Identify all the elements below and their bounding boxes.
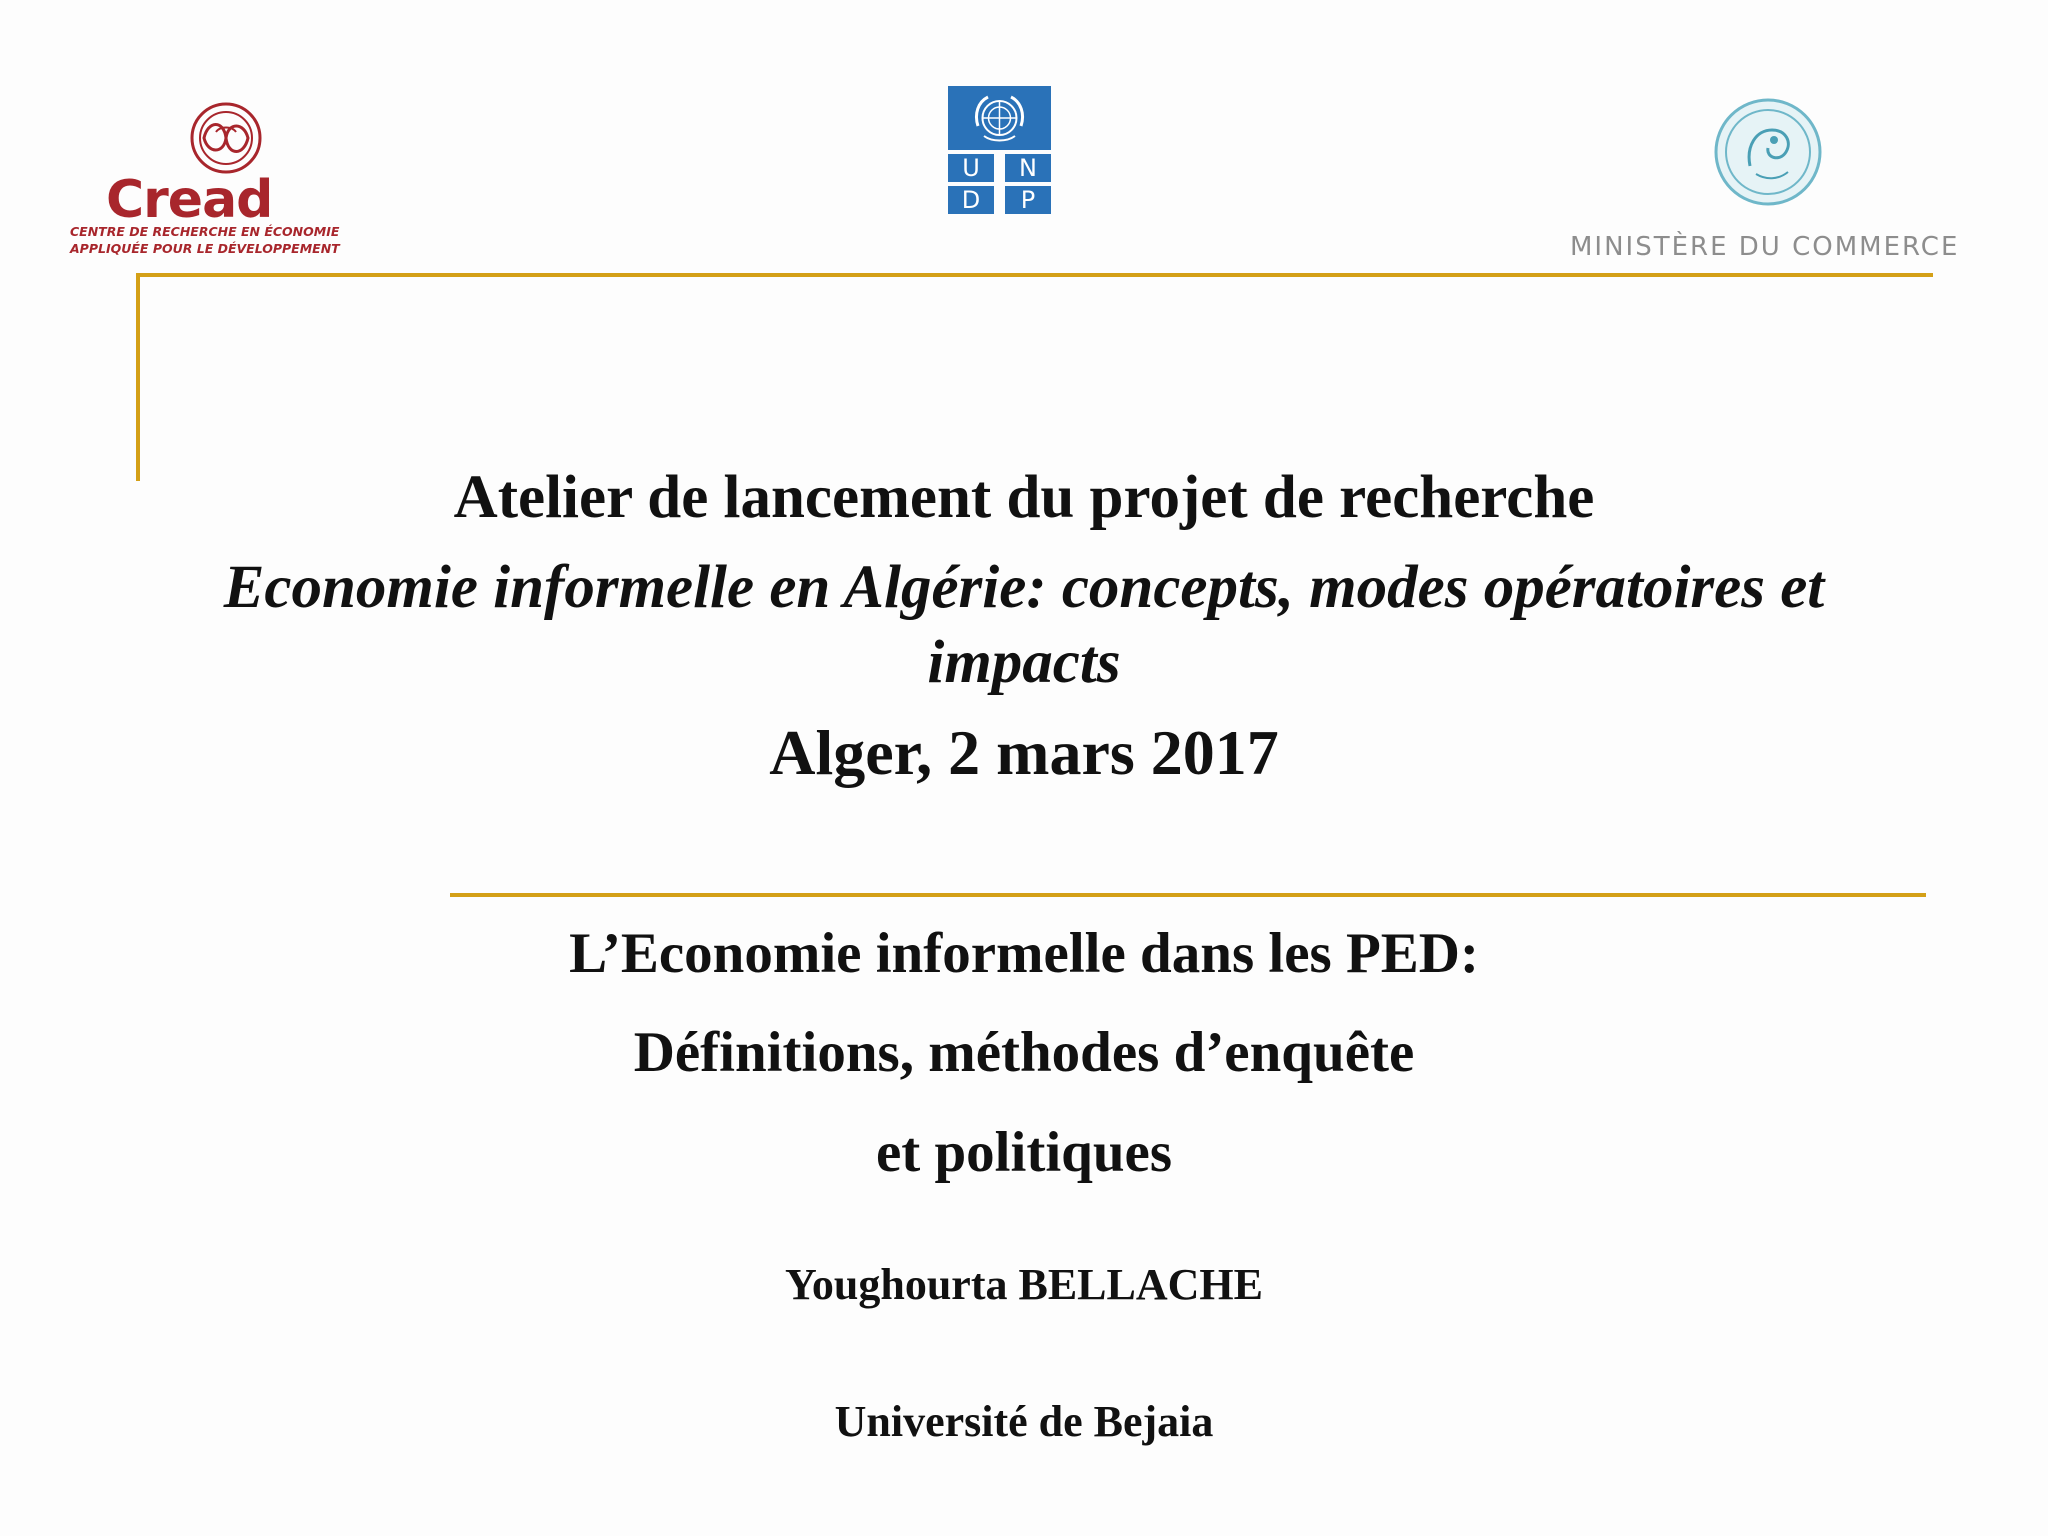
- place-date: Alger, 2 mars 2017: [769, 717, 1279, 788]
- author-name: Youghourta BELLACHE: [784, 1260, 1263, 1309]
- ministere-emblem-icon: [1560, 96, 1970, 216]
- ministere-name: MINISTÈRE DU COMMERCE: [1570, 232, 1960, 262]
- talk-title-line2: Définitions, méthodes d’enquête: [633, 1021, 1415, 1084]
- undp-letter-p: P: [1005, 186, 1051, 214]
- top-gold-rule: [136, 273, 1933, 277]
- cread-subtitle-line2: APPLIQUÉE POUR LE DÉVELOPPEMENT: [70, 241, 340, 256]
- cread-subtitle-line1: CENTRE DE RECHERCHE EN ÉCONOMIE: [70, 224, 340, 239]
- talk-title-line3: et politiques: [875, 1121, 1173, 1184]
- undp-letter-n: N: [1005, 154, 1051, 182]
- project-title-line2: impacts: [927, 629, 1121, 696]
- un-emblem-icon: [948, 86, 1051, 150]
- talk-title-line1: L’Economie informelle dans les PED:: [569, 922, 1479, 985]
- project-title-line1: Economie informelle en Algérie: concepts, modes opératoires et: [223, 554, 1825, 621]
- author-affiliation: Université de Bejaia: [834, 1397, 1214, 1446]
- workshop-title: Atelier de lancement du projet de recherche: [453, 464, 1595, 531]
- undp-emblem-block: [948, 86, 1051, 150]
- cread-emblem-icon: [66, 96, 386, 176]
- cread-wordmark: Cread: [106, 170, 273, 230]
- ministere-logo: [1560, 96, 1970, 266]
- undp-logo: [948, 86, 1051, 216]
- middle-gold-rule: [450, 893, 1926, 897]
- left-gold-rule: [136, 273, 140, 481]
- cread-logo: [66, 96, 386, 266]
- undp-letter-u: U: [948, 154, 994, 182]
- undp-letter-d: D: [948, 186, 994, 214]
